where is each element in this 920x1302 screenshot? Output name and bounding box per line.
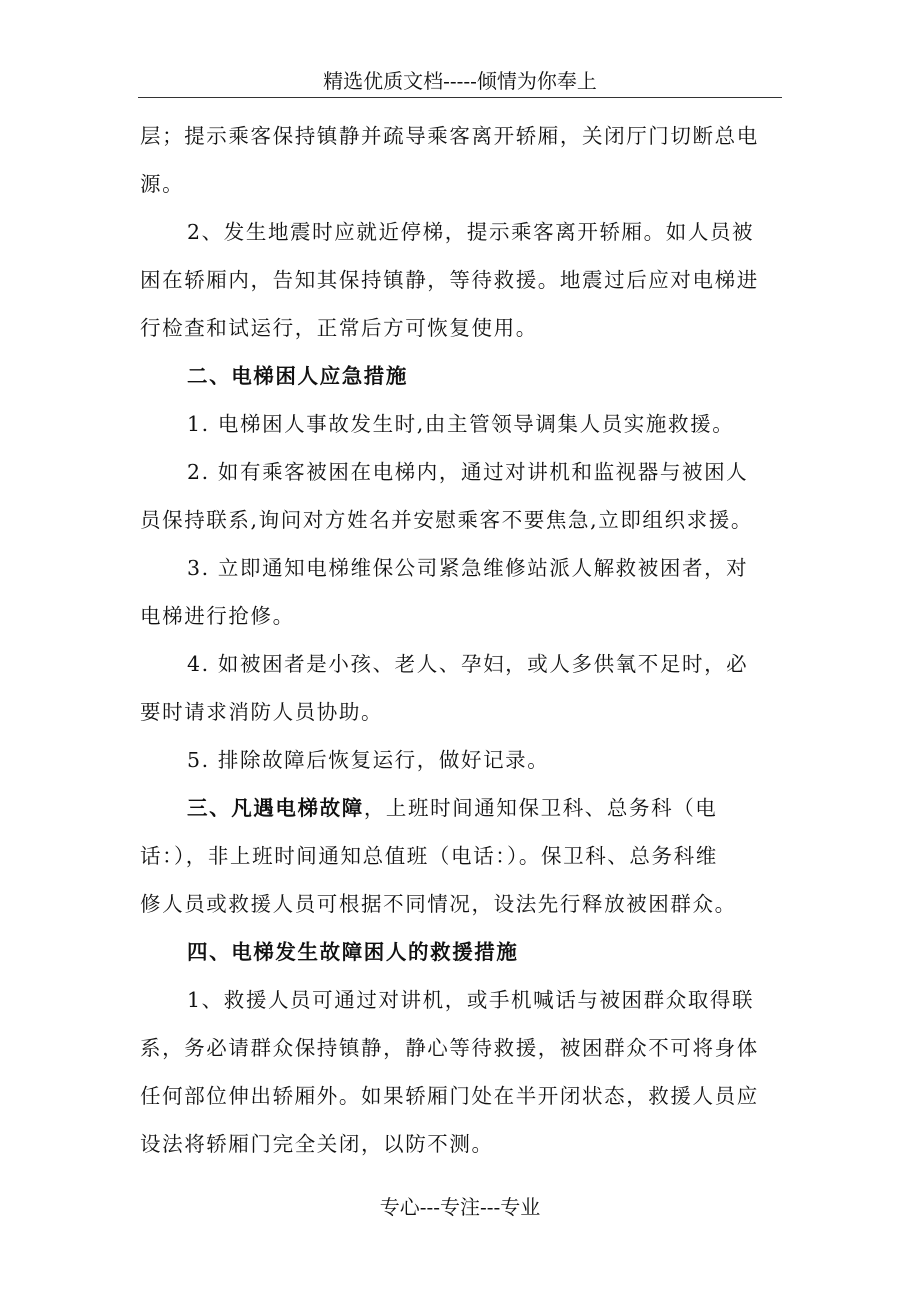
paragraph-line (140, 784, 780, 832)
section-heading: 四、电梯发生故障困人的救援措施 (187, 940, 519, 964)
page-footer: 专心---专注---专业 (379, 1195, 541, 1219)
paragraph-line: 2. 如有乘客被困在电梯内，通过对讲机和监视器与被困人 (187, 460, 749, 484)
section-heading: 三、凡遇电梯故障 (187, 796, 364, 820)
paragraph-line: 1、救援人员可通过对讲机，或手机喊话与被困群众取得联 (187, 988, 755, 1012)
paragraph-line: 设法将轿厢门完全关闭，以防不测。 (140, 1132, 494, 1156)
paragraph-line: 修人员或救援人员可根据不同情况，设法先行释放被困群众。 (140, 892, 737, 916)
paragraph-line: 源。 (140, 172, 185, 196)
paragraph-line: 员保持联系,询问对方姓名并安慰乘客不要焦急,立即组织求援。 (140, 508, 753, 532)
paragraph-text: ，上班时间通知保卫科、总务科（电 (363, 796, 718, 820)
paragraph-line: 任何部位伸出轿厢外。如果轿厢门处在半开闭状态，救援人员应 (140, 1084, 759, 1108)
paragraph-line: 困在轿厢内，告知其保持镇静，等待救援。地震过后应对电梯进 (140, 268, 759, 292)
paragraph-line: 电梯进行抢修。 (140, 604, 295, 628)
paragraph-line: 系，务必请群众保持镇静，静心等待救援，被困群众不可将身体 (140, 1036, 759, 1060)
paragraph-line: 3. 立即通知电梯维保公司紧急维修站派人解救被困者，对 (187, 556, 749, 580)
paragraph-line: 4. 如被困者是小孩、老人、孕妇，或人多供氧不足时，必 (187, 652, 749, 676)
paragraph-line: 行检查和试运行，正常后方可恢复使用。 (140, 316, 538, 340)
paragraph-line: 5. 排除故障后恢复运行，做好记录。 (187, 748, 550, 772)
paragraph-line: 层；提示乘客保持镇静并疏导乘客离开轿厢，关闭厅门切断总电 (140, 124, 759, 148)
paragraph-line: 1. 电梯困人事故发生时,由主管领导调集人员实施救援。 (187, 412, 735, 436)
header-divider (138, 97, 782, 98)
document-body (140, 112, 780, 1168)
paragraph-line: 2、发生地震时应就近停梯，提示乘客离开轿厢。如人员被 (187, 220, 755, 244)
paragraph-line: 要时请求消防人员协助。 (140, 700, 384, 724)
page-header: 精选优质文档-----倾情为你奉上 (323, 69, 597, 93)
paragraph-line: 话：），非上班时间通知总值班（电话：）。保卫科、总务科维 (140, 844, 718, 868)
section-heading: 二、电梯困人应急措施 (187, 364, 408, 388)
